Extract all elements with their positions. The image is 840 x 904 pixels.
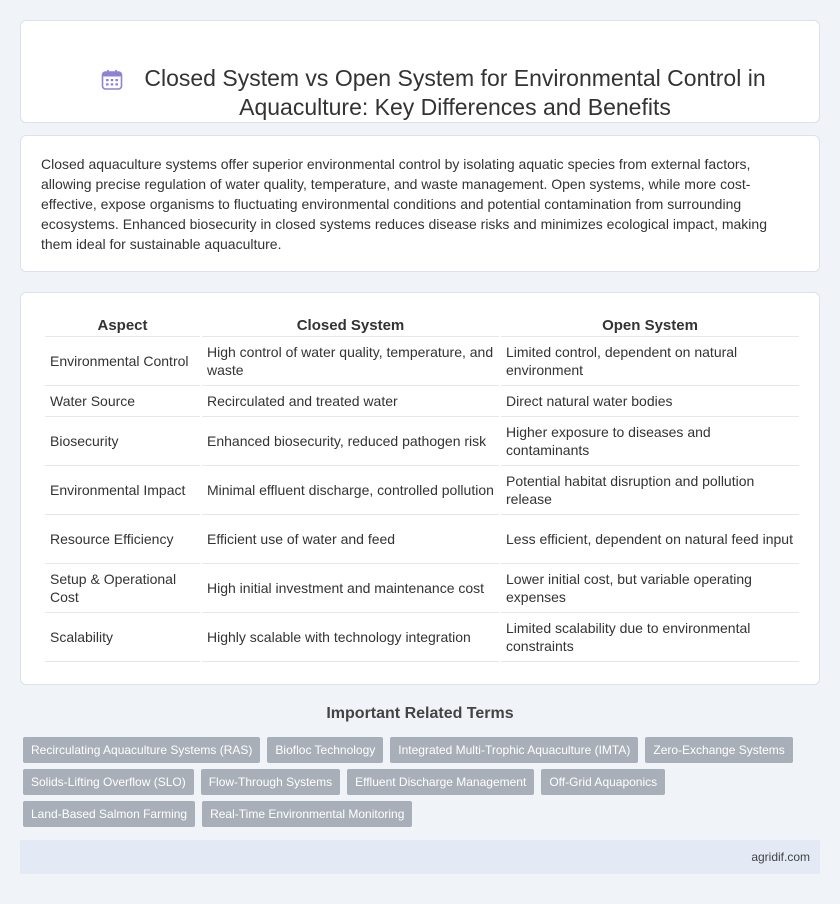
cell-open-system: Limited control, dependent on natural environment: [501, 337, 799, 386]
cell-closed-system: Efficient use of water and feed: [202, 515, 499, 564]
column-header-open-system: Open System: [501, 315, 799, 337]
table-row: [45, 466, 799, 515]
comparison-card: [20, 292, 820, 685]
cell-aspect: Scalability: [45, 613, 200, 662]
related-term-tag[interactable]: Real-Time Environmental Monitoring: [202, 801, 412, 827]
cell-open-system: Lower initial cost, but variable operating expenses: [501, 564, 799, 613]
related-term-tag[interactable]: Zero-Exchange Systems: [645, 737, 792, 763]
table-row: [45, 417, 799, 466]
cell-closed-system: Recirculated and treated water: [202, 386, 499, 417]
cell-open-system: Direct natural water bodies: [501, 386, 799, 417]
related-term-tag[interactable]: Off-Grid Aquaponics: [541, 769, 665, 795]
table-row: [45, 515, 799, 564]
related-terms-heading: Important Related Terms: [326, 705, 514, 722]
cell-aspect: Biosecurity: [45, 417, 200, 466]
intro-paragraph: Closed aquaculture systems offer superior environmental control by isolating aquatic species from external factors, allowing precise regulation of water quality, temperature, and waste management. Open systems, while more cost-effective, expose organisms to fluctuating environmental conditions and potential contamination from surrounding ecosystems. Enhanced biosecurity in closed systems reduces disease risks and minimizes ecological impact, making them ideal for sustainable aquaculture.: [41, 156, 767, 252]
cell-closed-system: Enhanced biosecurity, reduced pathogen risk: [202, 417, 499, 466]
related-term-tag[interactable]: Integrated Multi-Trophic Aquaculture (IMTA): [390, 737, 638, 763]
cell-closed-system: High control of water quality, temperature, and waste: [202, 337, 499, 386]
cell-open-system: Higher exposure to diseases and contaminants: [501, 417, 799, 466]
related-term-tag[interactable]: Effluent Discharge Management: [347, 769, 534, 795]
cell-open-system: Potential habitat disruption and pollution release: [501, 466, 799, 515]
comparison-table: [43, 315, 801, 662]
related-terms-list: [23, 737, 803, 827]
table-header-row: [45, 315, 799, 337]
calendar-icon: [101, 69, 123, 91]
footer: [20, 840, 820, 874]
intro-card: [20, 135, 820, 272]
cell-aspect: Resource Efficiency: [45, 515, 200, 564]
cell-aspect: Environmental Control: [45, 337, 200, 386]
column-header-closed-system: Closed System: [202, 315, 499, 337]
footer-site-name: agridif.com: [751, 850, 810, 864]
title-card: [20, 20, 820, 123]
related-term-tag[interactable]: Solids-Lifting Overflow (SLO): [23, 769, 194, 795]
related-term-tag[interactable]: Flow-Through Systems: [201, 769, 340, 795]
page-title: Closed System vs Open System for Environmental Control in Aquaculture: Key Differences and Benefits: [144, 65, 766, 120]
table-row: [45, 386, 799, 417]
table-body: [45, 337, 799, 662]
table-row: [45, 337, 799, 386]
table-row: [45, 564, 799, 613]
related-term-tag[interactable]: Biofloc Technology: [267, 737, 383, 763]
cell-closed-system: Minimal effluent discharge, controlled pollution: [202, 466, 499, 515]
column-header-aspect: Aspect: [45, 315, 200, 337]
related-term-tag[interactable]: Land-Based Salmon Farming: [23, 801, 195, 827]
table-row: [45, 613, 799, 662]
cell-aspect: Water Source: [45, 386, 200, 417]
cell-closed-system: High initial investment and maintenance cost: [202, 564, 499, 613]
cell-aspect: Setup & Operational Cost: [45, 564, 200, 613]
related-term-tag[interactable]: Recirculating Aquaculture Systems (RAS): [23, 737, 260, 763]
cell-closed-system: Highly scalable with technology integration: [202, 613, 499, 662]
cell-aspect: Environmental Impact: [45, 466, 200, 515]
cell-open-system: Limited scalability due to environmental constraints: [501, 613, 799, 662]
cell-open-system: Less efficient, dependent on natural feed input: [501, 515, 799, 564]
